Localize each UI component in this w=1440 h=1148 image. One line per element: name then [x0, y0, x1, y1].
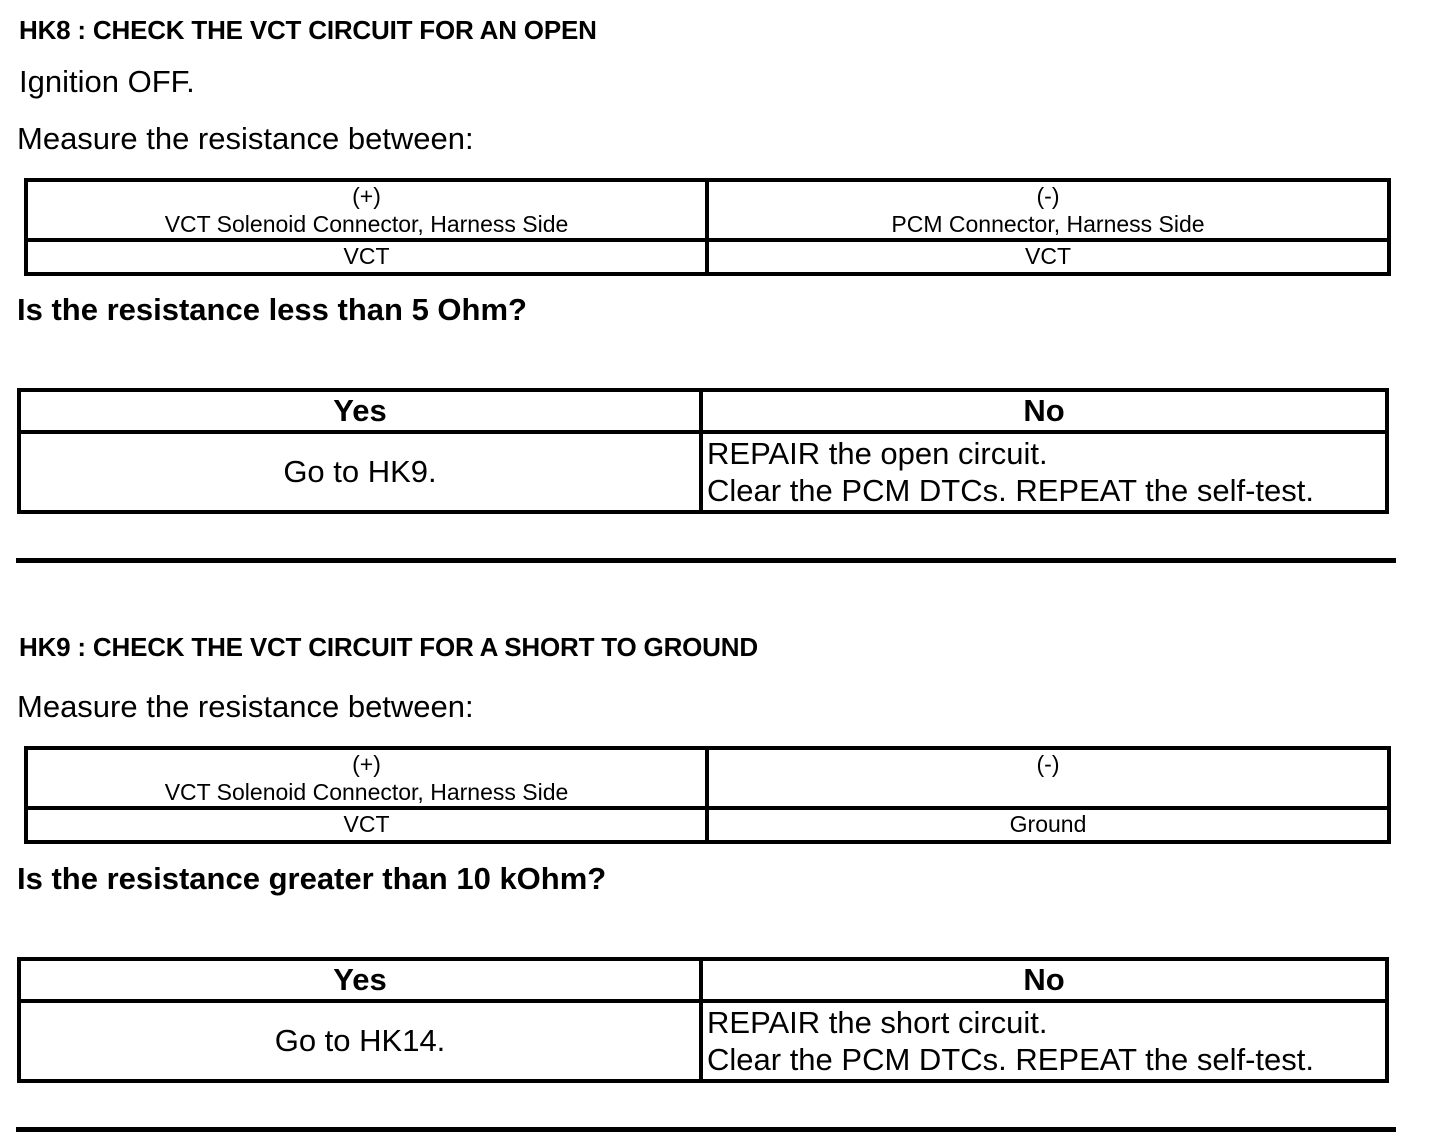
- hk9-minus-symbol: (-): [1036, 751, 1060, 777]
- hk9-no-action-line1: REPAIR the short circuit.: [707, 1005, 1048, 1040]
- hk8-minus-pin: VCT: [707, 240, 1389, 274]
- hk8-no-header: No: [701, 390, 1387, 432]
- hk8-plus-label: VCT Solenoid Connector, Harness Side: [164, 211, 569, 237]
- hk9-yes-header: Yes: [19, 959, 701, 1001]
- hk9-question: Is the resistance greater than 10 kOhm?: [17, 861, 607, 896]
- hk9-minus-pin: Ground: [707, 808, 1389, 842]
- hk8-ignition-instruction: Ignition OFF.: [19, 64, 195, 99]
- hk9-plus-pin: VCT: [26, 808, 707, 842]
- hk8-yes-action: Go to HK9.: [19, 432, 701, 512]
- hk9-no-header: No: [701, 959, 1387, 1001]
- hk9-no-action: [701, 1001, 1387, 1081]
- hk9-measurement-table: [24, 746, 1391, 844]
- hk9-title: HK9 : CHECK THE VCT CIRCUIT FOR A SHORT TO GROUND: [19, 632, 758, 662]
- hk8-minus-header: [707, 180, 1389, 240]
- bottom-divider: [16, 1127, 1396, 1132]
- hk9-measure-instruction: Measure the resistance between:: [17, 689, 474, 724]
- hk9-yes-action: Go to HK14.: [19, 1001, 701, 1081]
- hk8-no-action-line1: REPAIR the open circuit.: [707, 436, 1048, 471]
- hk9-no-action-line2: Clear the PCM DTCs. REPEAT the self-test.: [707, 1042, 1314, 1077]
- hk8-no-action: [701, 432, 1387, 512]
- hk8-question: Is the resistance less than 5 Ohm?: [17, 292, 527, 327]
- hk8-plus-header: [26, 180, 707, 240]
- hk8-title: HK8 : CHECK THE VCT CIRCUIT FOR AN OPEN: [19, 15, 597, 45]
- hk9-plus-label: VCT Solenoid Connector, Harness Side: [164, 779, 569, 805]
- hk8-measure-instruction: Measure the resistance between:: [17, 121, 474, 156]
- hk8-measurement-table: [24, 178, 1391, 276]
- hk8-yes-header: Yes: [19, 390, 701, 432]
- hk8-no-action-line2: Clear the PCM DTCs. REPEAT the self-test.: [707, 473, 1314, 508]
- hk8-plus-symbol: (+): [352, 183, 381, 209]
- hk8-minus-symbol: (-): [1036, 183, 1060, 209]
- hk9-plus-header: [26, 748, 707, 808]
- hk8-plus-pin: VCT: [26, 240, 707, 274]
- hk8-minus-label: PCM Connector, Harness Side: [891, 211, 1205, 237]
- hk8-result-table: [17, 388, 1389, 514]
- hk9-plus-symbol: (+): [352, 751, 381, 777]
- hk9-result-table: [17, 957, 1389, 1083]
- hk9-minus-header: [707, 748, 1389, 808]
- section-divider: [16, 558, 1396, 563]
